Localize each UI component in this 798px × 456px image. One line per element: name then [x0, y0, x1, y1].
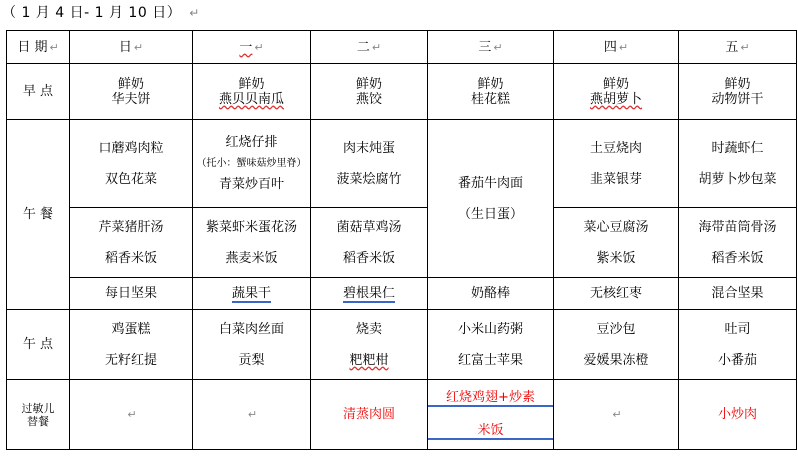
- lunch-soup-row: [7, 208, 797, 278]
- menu-item: 鲜奶: [602, 76, 629, 92]
- menu-item: 时蔬虾仁: [711, 140, 764, 156]
- paragraph-mark-icon: ↵: [493, 40, 503, 54]
- breakfast-cell: [193, 64, 311, 120]
- menu-item: 韭菜银芽: [589, 171, 642, 187]
- menu-item: 肉末炖蛋: [342, 140, 395, 156]
- menu-item: 鲜奶: [355, 76, 382, 92]
- paragraph-mark-icon: ↵: [612, 408, 622, 421]
- allergy-cell: [679, 380, 797, 450]
- day-label: 四: [603, 39, 617, 55]
- lunch-noodle-cell: [428, 120, 554, 278]
- lunch-main-cell: [311, 120, 428, 208]
- menu-item: 奶酪棒: [470, 286, 510, 301]
- menu-item: 鸡蛋糕: [111, 321, 151, 337]
- paragraph-mark-icon: ↵: [618, 40, 629, 54]
- menu-item: 白菜肉丝面: [218, 321, 284, 337]
- day-label: 日: [118, 39, 132, 55]
- menu-item: 烧卖: [355, 321, 382, 337]
- lunch-main-cell: [679, 120, 797, 208]
- lunch-extra-cell: [70, 278, 193, 310]
- menu-item: 每日坚果: [104, 286, 157, 301]
- snack-label-cell: [7, 310, 70, 380]
- lunch-soup-cell: [193, 208, 311, 278]
- lunch-soup-cell: [679, 208, 797, 278]
- lunch-extra-cell: [554, 278, 679, 310]
- date-header-label: 日 期: [17, 39, 48, 55]
- lunch-extra-cell: [193, 278, 311, 310]
- menu-item: 胡萝卜炒包菜: [698, 171, 777, 187]
- header-day-fri: [679, 31, 797, 64]
- allergy-label-cell: [7, 380, 70, 450]
- allergy-row: [7, 380, 797, 450]
- menu-item: 红烧鸡翅+炒素: [428, 390, 553, 407]
- lunch-label-cell: [7, 120, 70, 310]
- header-row: [7, 31, 797, 64]
- lunch-label: 午 餐: [22, 207, 54, 222]
- allergy-label: 替餐: [27, 414, 49, 428]
- day-label: 一: [239, 39, 253, 55]
- menu-item: 稻香米饭: [104, 250, 157, 266]
- menu-item: 鲜奶: [724, 76, 751, 92]
- weekly-menu-table: [6, 30, 797, 450]
- menu-item: 粑粑柑: [349, 352, 389, 368]
- paragraph-mark-icon: ↵: [133, 40, 144, 54]
- menu-item: 稻香米饭: [342, 250, 395, 266]
- menu-item: 清蒸肉圆: [342, 407, 395, 422]
- menu-item: 番茄牛肉面: [457, 175, 523, 191]
- menu-item: 吐司: [724, 321, 751, 337]
- header-label-cell: [7, 31, 70, 64]
- menu-item: 燕饺: [355, 91, 382, 107]
- paragraph-mark-icon: ↵: [740, 40, 750, 54]
- header-day-sun: [70, 31, 193, 64]
- snack-cell: [311, 310, 428, 380]
- menu-item: （生日蛋）: [457, 206, 523, 222]
- lunch-main-cell: [193, 120, 311, 208]
- snack-cell: [679, 310, 797, 380]
- menu-item: 青菜炒百叶: [218, 177, 284, 192]
- snack-label: 午 点: [22, 337, 54, 352]
- snack-cell: [193, 310, 311, 380]
- snack-cell: [554, 310, 679, 380]
- menu-item: 小米山药粥: [457, 321, 523, 337]
- menu-item: 菜心豆腐汤: [583, 219, 649, 235]
- snack-cell: [70, 310, 193, 380]
- menu-item: 米饭: [428, 423, 553, 440]
- day-label: 二: [356, 39, 370, 55]
- menu-item: 红富士苹果: [457, 352, 523, 368]
- menu-item: 小番茄: [717, 352, 757, 368]
- day-label: 五: [725, 39, 739, 55]
- allergy-label: 过敏儿: [21, 401, 55, 415]
- breakfast-cell: [70, 64, 193, 120]
- paragraph-mark-icon: ↵: [254, 40, 264, 54]
- breakfast-cell: [311, 64, 428, 120]
- paragraph-mark-icon: ↵: [371, 40, 382, 54]
- menu-item: 紫米饭: [596, 250, 636, 266]
- lunch-main-cell: [554, 120, 679, 208]
- menu-item: 燕麦米饭: [225, 250, 278, 266]
- snack-cell: [428, 310, 554, 380]
- menu-item: 爱媛果冻橙: [583, 352, 649, 368]
- paragraph-mark-icon: ↵: [127, 408, 137, 421]
- menu-item: 芹菜猪肝汤: [98, 219, 164, 235]
- paragraph-mark-icon: ↵: [49, 40, 59, 54]
- title-text: （ 1 月 4 日- 1 月 10 日）: [2, 5, 182, 21]
- menu-item: 鲜奶: [477, 76, 504, 92]
- menu-note: （托小：蟹味菇炒里脊）: [196, 158, 307, 169]
- lunch-extra-cell: [428, 278, 554, 310]
- menu-item: 菠菜烩腐竹: [336, 171, 402, 187]
- menu-item: 鲜奶: [117, 76, 144, 92]
- menu-item: 燕胡萝卜: [589, 91, 642, 107]
- allergy-cell: [428, 380, 554, 450]
- breakfast-label-cell: [7, 64, 70, 120]
- menu-item: 华夫饼: [111, 91, 151, 107]
- lunch-soup-cell: [70, 208, 193, 278]
- snack-row: [7, 310, 797, 380]
- lunch-extra-cell: [679, 278, 797, 310]
- menu-item: 海带苗筒骨汤: [698, 219, 777, 235]
- menu-item: 紫菜虾米蛋花汤: [205, 219, 297, 235]
- day-label: 三: [478, 39, 492, 55]
- allergy-cell: [311, 380, 428, 450]
- breakfast-cell: [554, 64, 679, 120]
- allergy-cell: [70, 380, 193, 450]
- lunch-soup-cell: [311, 208, 428, 278]
- menu-item: 贡梨: [238, 352, 265, 368]
- paragraph-mark-icon: ↵: [247, 408, 258, 421]
- menu-item: 无核红枣: [589, 286, 642, 301]
- menu-item: 桂花糕: [470, 91, 510, 107]
- lunch-extra-cell: [311, 278, 428, 310]
- lunch-soup-cell: [554, 208, 679, 278]
- menu-item: 稻香米饭: [711, 250, 764, 266]
- breakfast-row: [7, 64, 797, 120]
- menu-item: 无籽红提: [104, 352, 157, 368]
- menu-item: 碧根果仁: [342, 286, 395, 301]
- menu-item: 豆沙包: [596, 321, 636, 337]
- header-day-thu: [554, 31, 679, 64]
- menu-item: 红烧仔排: [225, 135, 278, 150]
- menu-item: 蔬果干: [231, 286, 271, 301]
- header-day-mon: [193, 31, 311, 64]
- menu-item: 动物饼干: [711, 91, 764, 107]
- menu-item: 双色花菜: [104, 171, 157, 187]
- allergy-cell: [554, 380, 679, 450]
- paragraph-mark-icon: ↵: [189, 6, 200, 20]
- menu-item: 小炒肉: [717, 407, 757, 422]
- lunch-extras-row: [7, 278, 797, 310]
- lunch-main-cell: [70, 120, 193, 208]
- menu-date-range-title: [2, 2, 200, 22]
- header-day-tue: [311, 31, 428, 64]
- menu-item: 燕贝贝南瓜: [218, 91, 284, 107]
- menu-item: 鲜奶: [238, 76, 265, 92]
- breakfast-cell: [428, 64, 554, 120]
- lunch-main-row: [7, 120, 797, 208]
- header-day-wed: [428, 31, 554, 64]
- breakfast-label: 早 点: [22, 84, 54, 99]
- menu-item: 土豆烧肉: [589, 140, 642, 156]
- allergy-cell: [193, 380, 311, 450]
- breakfast-cell: [679, 64, 797, 120]
- menu-item: 口蘑鸡肉粒: [98, 140, 164, 156]
- menu-item: 菌菇草鸡汤: [336, 219, 402, 235]
- menu-item: 混合坚果: [711, 286, 764, 301]
